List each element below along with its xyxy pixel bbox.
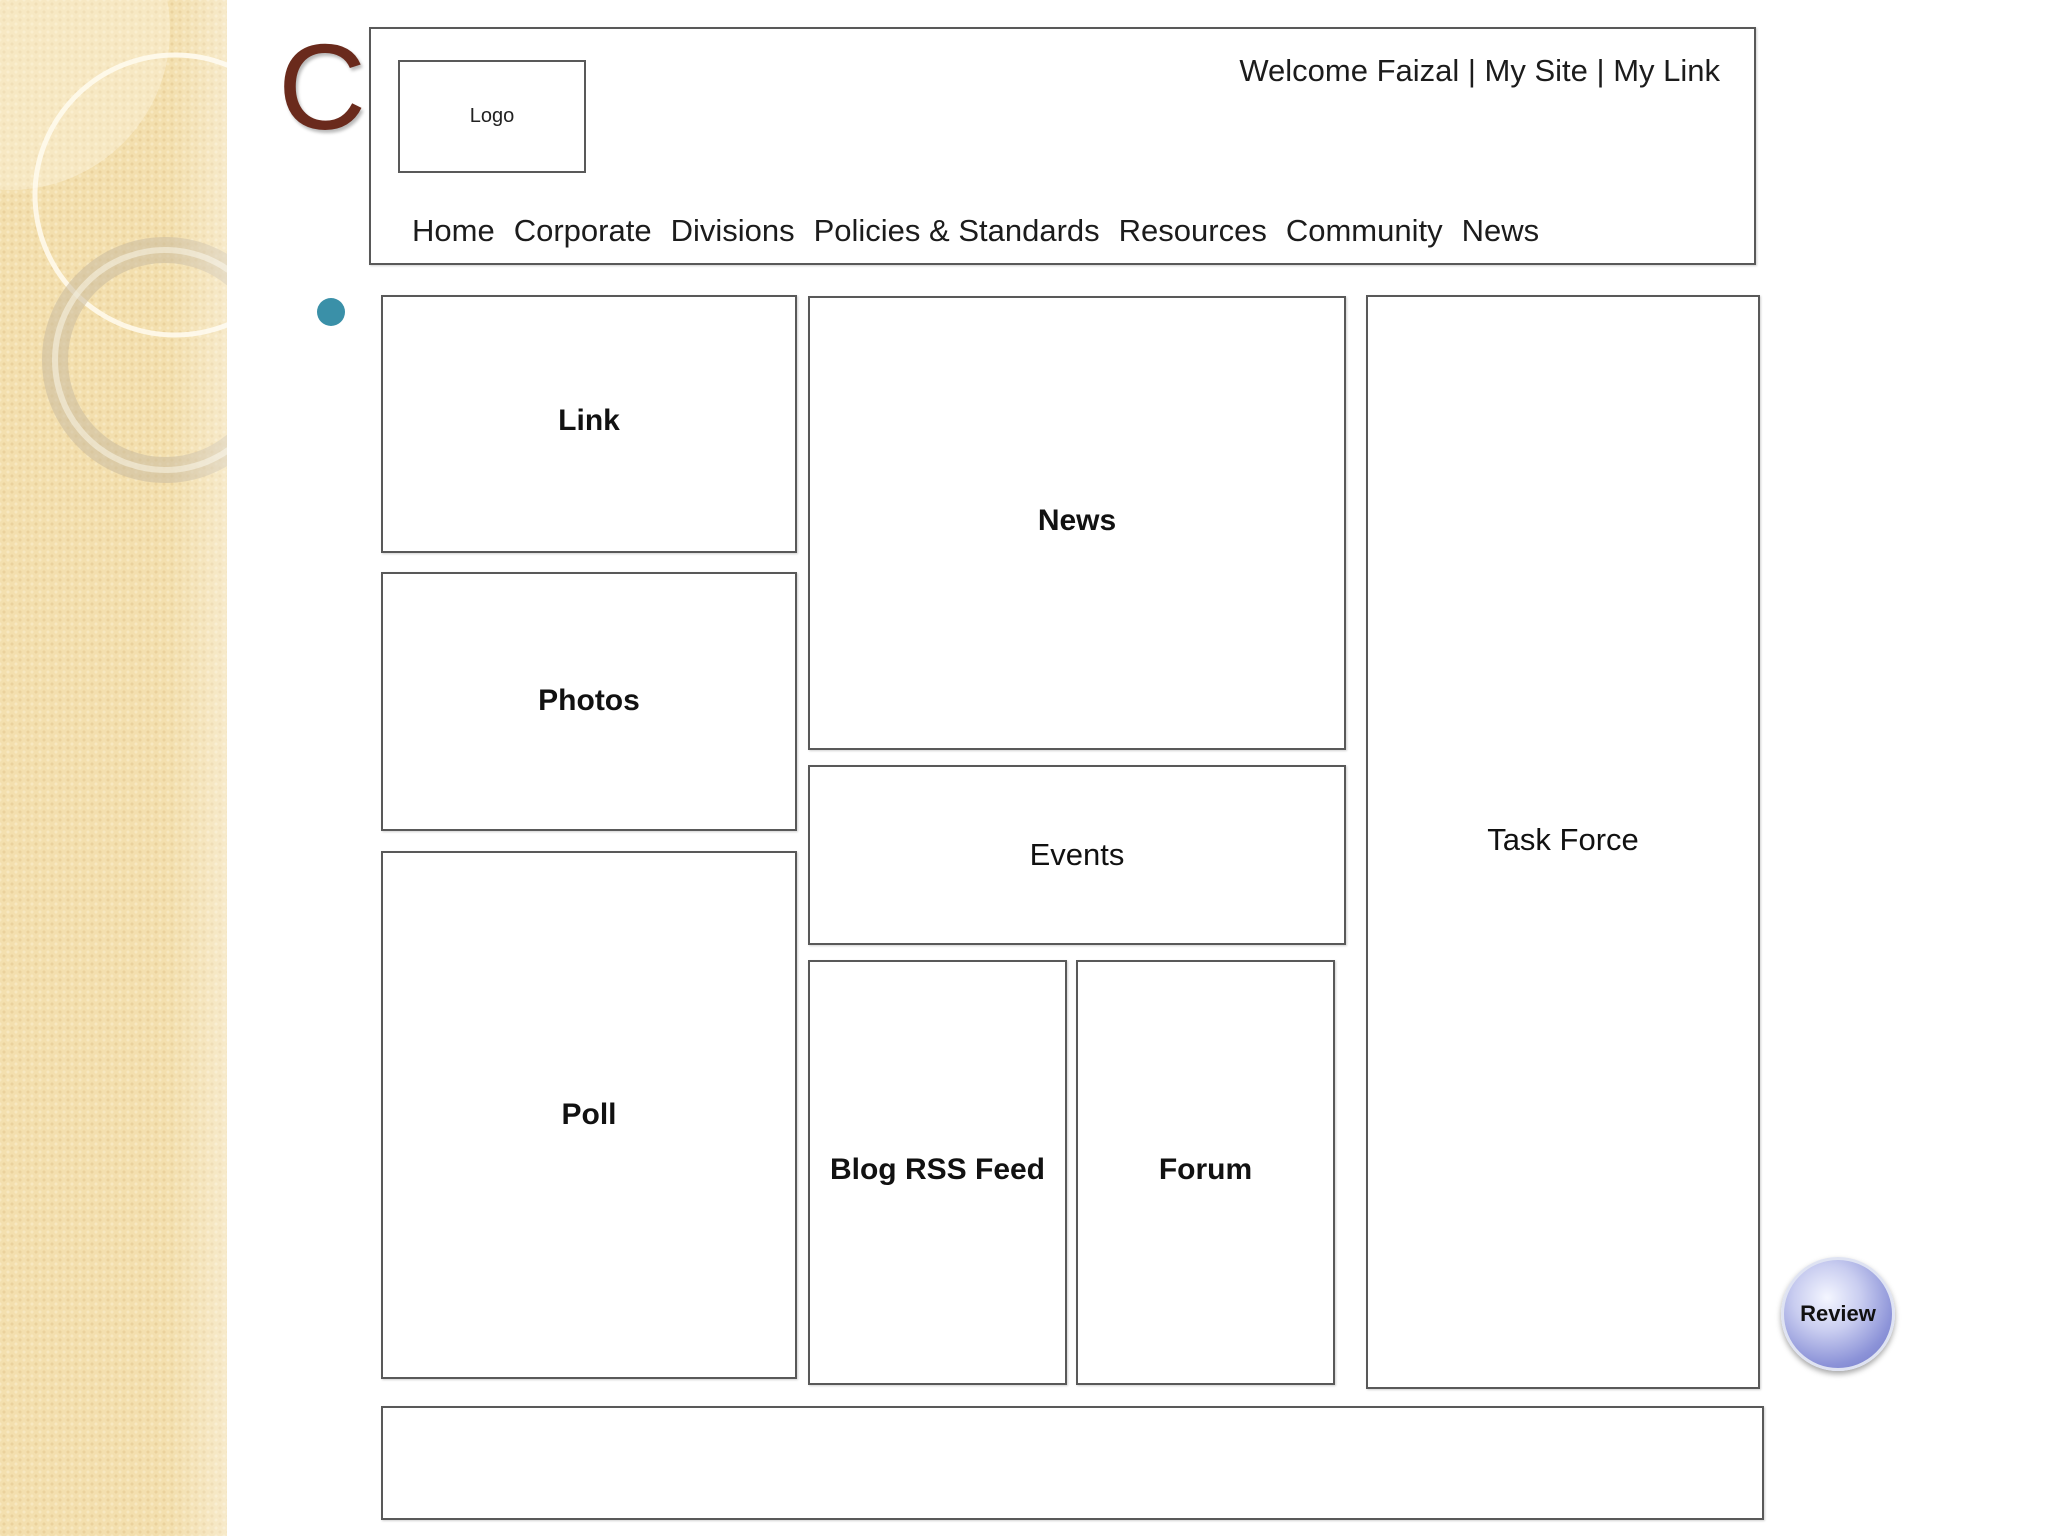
poll-panel[interactable] <box>381 851 797 1379</box>
welcome-links[interactable]: Welcome Faizal | My Site | My Link <box>1239 53 1720 88</box>
news-panel[interactable] <box>808 296 1346 750</box>
photos-panel-label: Photos <box>538 684 640 717</box>
blog-rss-panel[interactable] <box>808 960 1067 1385</box>
forum-panel[interactable] <box>1076 960 1335 1385</box>
logo-placeholder[interactable] <box>398 60 586 173</box>
link-panel[interactable] <box>381 295 797 553</box>
link-panel-label: Link <box>558 404 620 437</box>
review-button-label: Review <box>1800 1301 1876 1326</box>
nav-item-resources[interactable]: Resources <box>1118 213 1267 248</box>
forum-panel-label: Forum <box>1158 1153 1253 1186</box>
task-force-panel[interactable] <box>1366 295 1760 1389</box>
decorative-strip <box>0 0 227 1536</box>
nav-item-news[interactable]: News <box>1461 213 1540 248</box>
bullet-icon <box>317 298 345 326</box>
nav-item-corporate[interactable]: Corporate <box>513 213 652 248</box>
header-panel <box>369 27 1756 265</box>
poll-panel-label: Poll <box>561 1098 617 1131</box>
news-panel-label: News <box>1037 504 1117 537</box>
main-nav <box>412 213 1539 249</box>
logo-label: Logo <box>469 105 515 127</box>
photos-panel[interactable] <box>381 572 797 831</box>
events-panel-label: Events <box>1029 837 1125 872</box>
events-panel[interactable] <box>808 765 1346 945</box>
blog-rss-panel-label: Blog RSS Feed <box>829 1153 1046 1186</box>
task-force-panel-label: Task Force <box>1487 822 1639 857</box>
nav-item-policies-standards[interactable]: Policies & Standards <box>813 213 1100 248</box>
nav-item-home[interactable]: Home <box>412 213 495 248</box>
nav-item-community[interactable]: Community <box>1285 213 1443 248</box>
nav-item-divisions[interactable]: Divisions <box>670 213 795 248</box>
slide-title: C <box>278 19 367 155</box>
footer-panel <box>381 1406 1764 1520</box>
review-button[interactable] <box>1781 1257 1895 1371</box>
